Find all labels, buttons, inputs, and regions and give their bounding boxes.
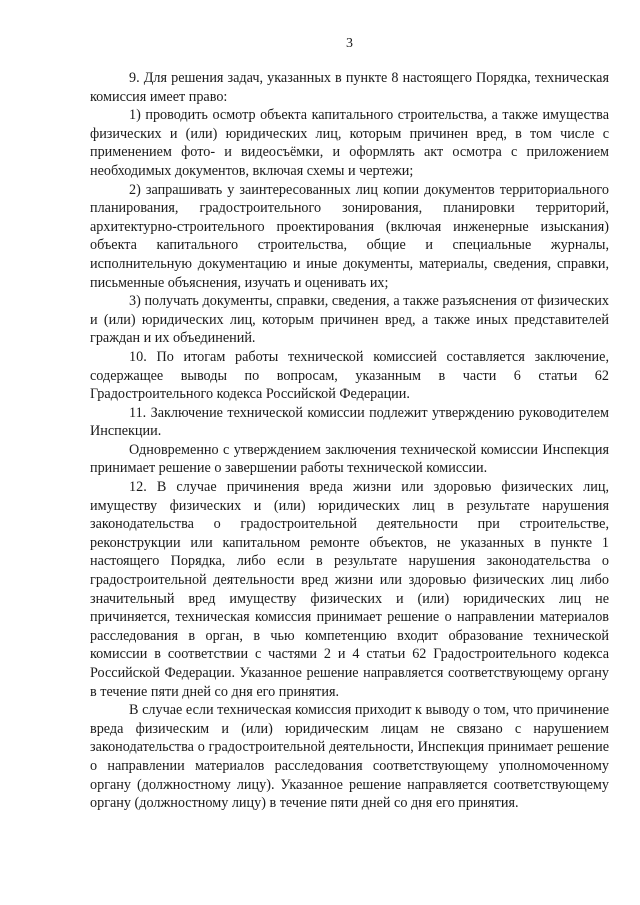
paragraph-12-continued: В случае если техническая комиссия приходит к выводу о том, что причинение вреда физическим и (или) юридическим лицам не связано с нарушением законодательства о градостроительной деятельности, Инспекция принимает решение о направлении материалов расследования соответствующему уполномоченному органу (должностному лицу). Указанное решение направляется соответствующему органу (должностному лицу) в течение пяти дней со дня его принятия. (90, 702, 609, 812)
paragraph-11-continued: Одновременно с утверждением заключения технической комиссии Инспекция принимает решение о завершении работы технической комиссии. (90, 441, 609, 477)
page-number: 3 (346, 36, 353, 51)
paragraph-9: 9. Для решения задач, указанных в пункте 8 настоящего Порядка, техническая комиссия имеет право: (90, 70, 609, 105)
document-body (90, 69, 609, 813)
paragraph-12: 12. В случае причинения вреда жизни или здоровью физических лиц, имуществу физических и (или) юридических лиц в результате нарушения законодательства о градостроительной деятельности при строительстве, реконструкции или капитальном ремонте объектов, не указанных в пункте 1 настоящего Порядка, либо если в результате нарушения законодательства о градостроительной деятельности вред жизни или здоровью физических лиц либо значительный вред имуществу физических и (или) юридических лиц не причиняется, техническая комиссия принимает решение о направлении материалов расследования в орган, в чью компетенцию входит образование технической комиссии в соответствии с частями 2 и 4 статьи 62 Градостроительного кодекса Российской Федерации. Указанное решение направляется соответствующему органу в течение пяти дней со дня его принятия. (90, 479, 609, 700)
paragraph-11: 11. Заключение технической комиссии подлежит утверждению руководителем Инспекции. (90, 404, 609, 440)
paragraph-9-item-1: 1) проводить осмотр объекта капитального строительства, а также имущества физических и (или) юридических лиц, которым причинен вред, в том числе с применением фото- и видеосъёмки, и оформлять акт осмотра с приложением необходимых документов, включая схемы и чертежи; (90, 107, 609, 179)
paragraph-10: 10. По итогам работы технической комиссией составляется заключение, содержащее выводы по вопросам, указанным в части 6 статьи 62 Градостроительного кодекса Российской Федерации. (90, 348, 609, 403)
paragraph-9-item-2: 2) запрашивать у заинтересованных лиц копии документов территориального планирования, градостроительного зонирования, планировки территорий, архитектурно-строительного проектирования (включая инженерные изыскания) объекта капитального строительства, общие и специальные журналы, исполнительную документацию и иные документы, материалы, сведения, справки, письменные объяснения, изучать и оценивать их; (90, 181, 609, 291)
paragraph-9-item-3: 3) получать документы, справки, сведения, а также разъяснения от физических и (или) юридических лиц, которым причинен вред, а также иных представителей граждан и их объединений. (90, 293, 609, 347)
